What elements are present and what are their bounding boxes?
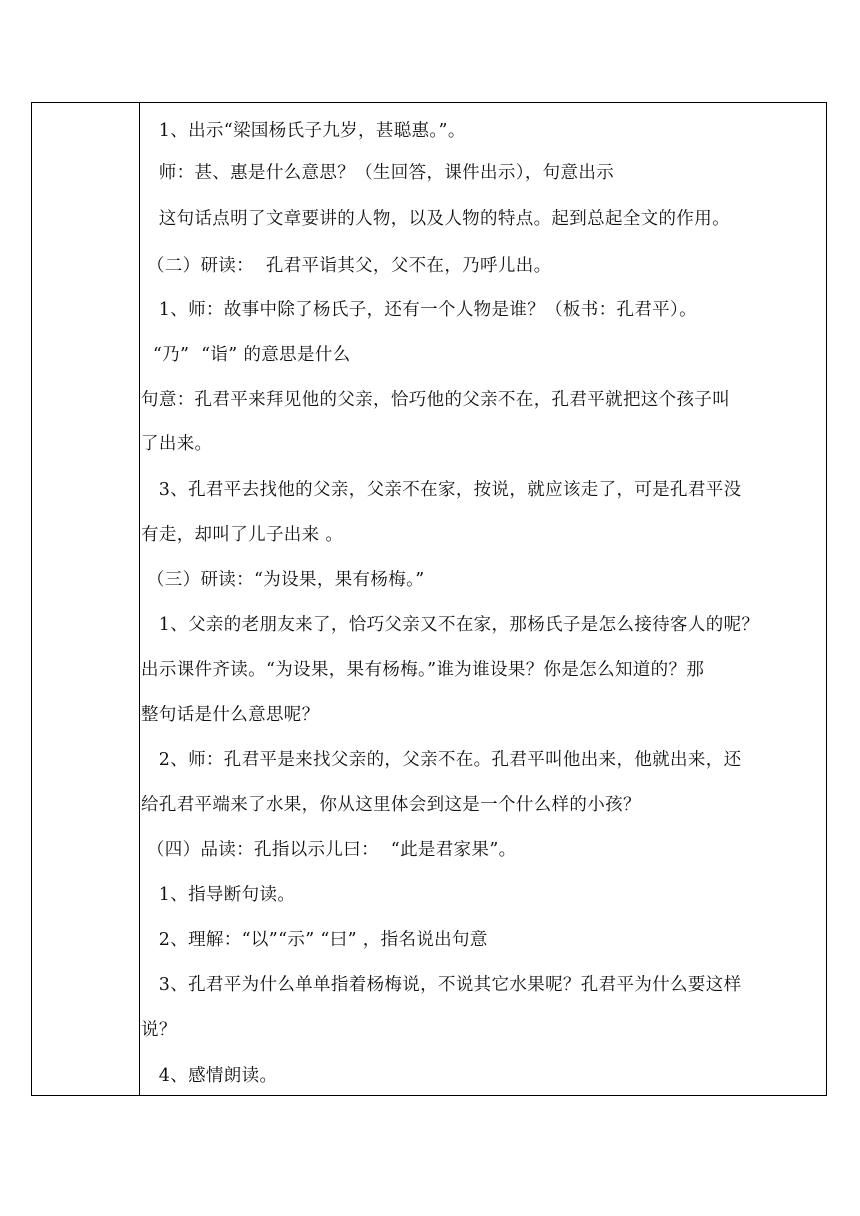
text-line: 这句话点明了文章要讲的人物，以及人物的特点。起到总起全文的作用。 <box>141 209 730 229</box>
section-heading: （三）研读：“为设果，果有杨梅。” <box>141 570 425 590</box>
text-line: 1、父亲的老朋友来了，恰巧父亲又不在家，那杨氏子是怎么接待客人的呢？ <box>141 615 760 635</box>
table-content-cell <box>141 103 826 1095</box>
text-line: 2、理解：“以”“示” “曰” ，指名说出句意 <box>141 930 488 950</box>
text-line: 了出来。 <box>141 434 213 454</box>
text-line: 3、孔君平为什么单单指着杨梅说，不说其它水果呢？孔君平为什么要这样 <box>141 975 742 995</box>
text-line: 句意：孔君平来拜见他的父亲，恰巧他的父亲不在，孔君平就把这个孩子叫 <box>141 390 731 410</box>
section-heading: （四）品读：孔指以示儿曰： “此是君家果”。 <box>141 840 517 860</box>
text-line: 给孔君平端来了水果，你从这里体会到这是一个什么样的小孩？ <box>141 795 641 815</box>
text-line: 有走，却叫了儿子出来 。 <box>141 525 344 545</box>
text-line: 1、出示“梁国杨氏子九岁，甚聪惠。”。 <box>141 121 466 141</box>
text-line: 4、感情朗读。 <box>141 1066 278 1086</box>
lesson-table <box>31 102 827 1096</box>
text-line: 1、指导断句读。 <box>141 885 296 905</box>
text-line: “乃” “诣” 的意思是什么 <box>141 345 351 365</box>
section-heading: （二）研读： 孔君平诣其父，父不在，乃呼儿出。 <box>141 256 552 276</box>
table-left-cell <box>32 103 140 1095</box>
text-line: 师：甚、惠是什么意思？（生回答，课件出示），句意出示 <box>141 163 615 183</box>
text-line: 说？ <box>141 1020 177 1040</box>
text-line: 2、师：孔君平是来找父亲的，父亲不在。孔君平叫他出来，他就出来，还 <box>141 750 742 770</box>
text-line: 出示课件齐读。“为设果，果有杨梅。”谁为谁设果？你是怎么知道的？那 <box>141 660 705 680</box>
text-line: 整句话是什么意思呢？ <box>141 705 320 725</box>
text-line: 1、师：故事中除了杨氏子，还有一个人物是谁？（板书：孔君平）。 <box>141 300 697 320</box>
text-line: 3、孔君平去找他的父亲，父亲不在家，按说，就应该走了，可是孔君平没 <box>141 480 742 500</box>
